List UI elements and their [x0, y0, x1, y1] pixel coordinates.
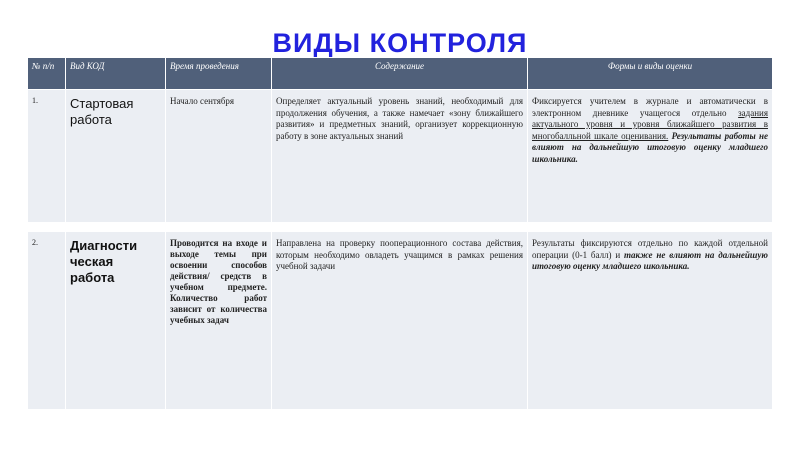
table-header-row [28, 58, 773, 90]
table-row [28, 232, 773, 410]
row-number: 2. [28, 232, 66, 410]
page-title: ВИДЫ КОНТРОЛЯ [272, 28, 528, 58]
table-row [28, 90, 773, 223]
row-number: 1. [28, 90, 66, 223]
header-content: Содержание [272, 58, 528, 90]
control-content: Определяет актуальный уровень знаний, необходимый для продолжения обучения, а также намечает «зону ближайшего развития» и предметных знаний, организует коррекционную работу в зоне актуальных знаний [272, 90, 528, 223]
forms-text: Результаты фиксируются отдельно по каждой отдельной операции (0-1 балл) и [532, 238, 768, 260]
header-num: № п/п [28, 58, 66, 90]
forms-italic-text: Результаты работы не влияют на дальнейшую итоговую оценку младшего школьника. [532, 130, 768, 164]
row-separator [28, 223, 773, 232]
control-content: Направлена на проверку пооперационного состава действия, которым необходимо овладеть учащимся в рамках решения учебной задачи [272, 232, 528, 410]
control-forms [528, 90, 773, 223]
header-vid: Вид КОД [66, 58, 166, 90]
forms-underlined-text: задания актуального уровня и уровня ближайшего развития в многобалльной шкале оценивания. [532, 107, 768, 141]
control-types-table [27, 57, 773, 410]
control-time: Начало сентября [166, 90, 272, 223]
header-time: Время проведения [166, 58, 272, 90]
forms-italic-text: также не влияют на дальнейшую итоговую оценку младшего школьника. [532, 249, 768, 271]
control-type: Диагности ческая работа [66, 232, 166, 410]
control-forms [528, 232, 773, 410]
header-forms: Формы и виды оценки [528, 58, 773, 90]
control-time: Проводится на входе и выходе темы при освоении способов действия/ средств в учебном предмете. Количество работ зависит от количества учебных задач [166, 232, 272, 410]
control-type: Стартовая работа [66, 90, 166, 223]
forms-text: Фиксируется учителем в журнале и автоматически в электронном дневнике учащегося отдельно [532, 96, 768, 118]
